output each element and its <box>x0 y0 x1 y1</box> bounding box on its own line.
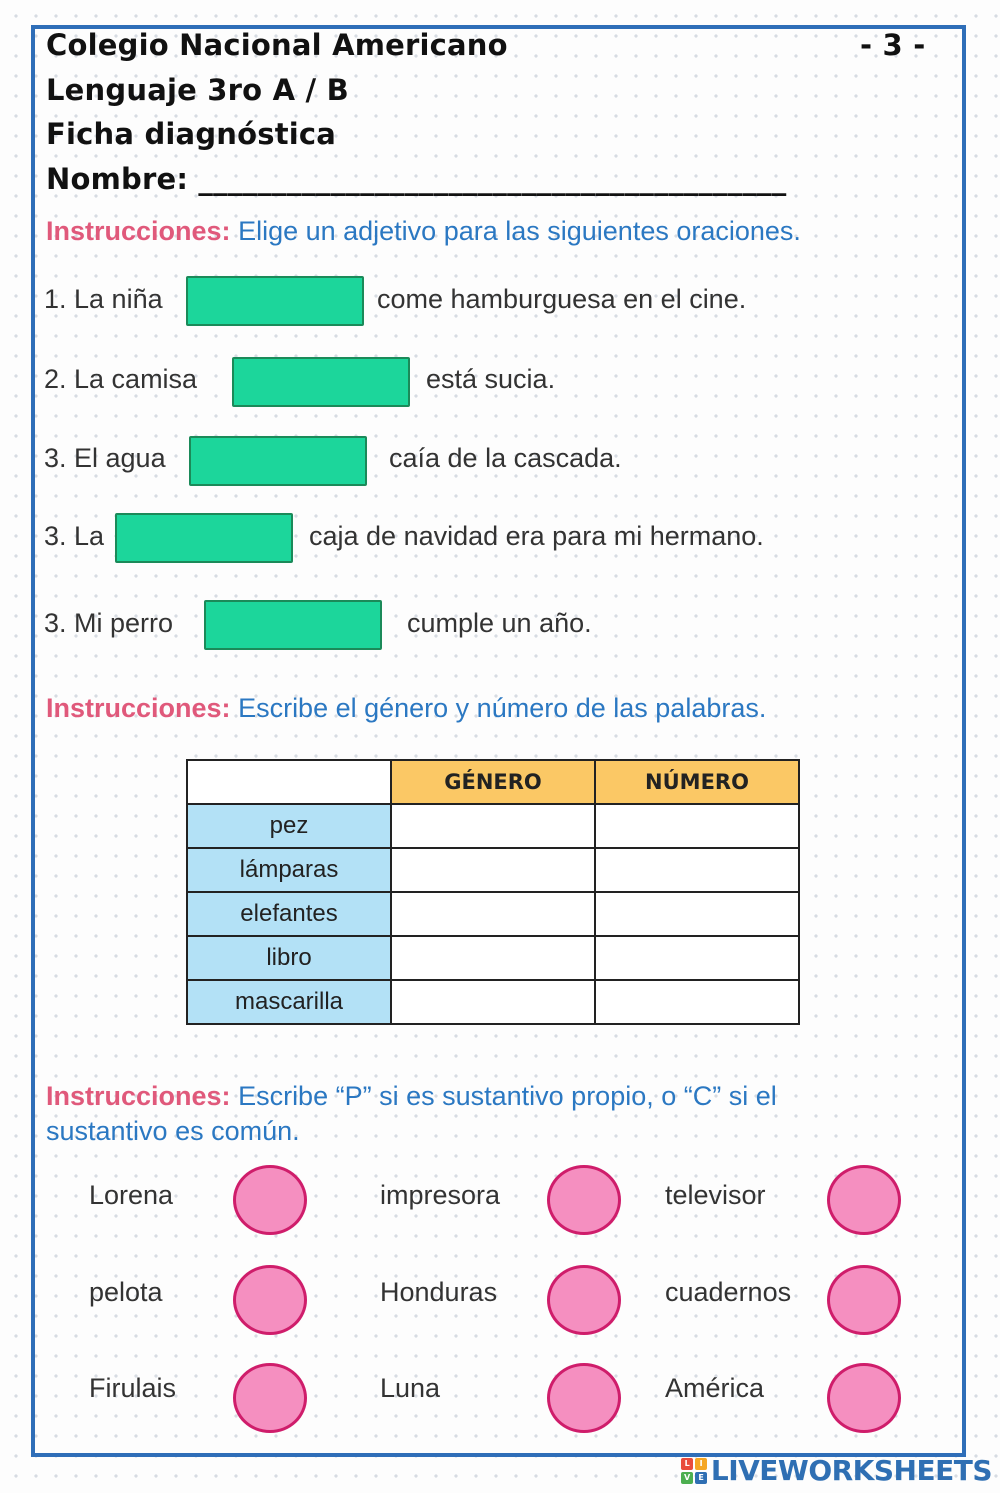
sentence-2-end: está sucia. <box>426 364 556 394</box>
answer-circle[interactable] <box>233 1165 307 1235</box>
noun-word: pelota <box>89 1277 163 1307</box>
answer-circle[interactable] <box>547 1165 621 1235</box>
instruction-3 <box>46 1079 777 1149</box>
adjective-blank-3[interactable] <box>189 436 367 486</box>
course-title: Lenguaje 3ro A / B <box>46 73 349 107</box>
word-cell: pez <box>187 804 391 848</box>
sentence-2-start: 2. La camisa <box>44 364 198 394</box>
instruction-text: Escribe el género y número de las palabras. <box>238 693 767 723</box>
sentence-3-end: caía de la cascada. <box>389 443 622 473</box>
genero-answer-cell[interactable] <box>391 980 595 1024</box>
table-row <box>187 892 799 936</box>
table-row <box>187 848 799 892</box>
noun-word: Honduras <box>380 1277 498 1307</box>
noun-word: impresora <box>380 1180 501 1210</box>
instruction-label: Instrucciones: <box>46 1081 231 1111</box>
genero-answer-cell[interactable] <box>391 804 595 848</box>
table-row <box>187 936 799 980</box>
table-row <box>187 980 799 1024</box>
answer-circle[interactable] <box>233 1363 307 1433</box>
page-number: - 3 - <box>860 28 926 62</box>
answer-circle[interactable] <box>233 1265 307 1335</box>
answer-circle[interactable] <box>547 1265 621 1335</box>
sentence-5-start: 3. Mi perro <box>44 608 174 638</box>
noun-word: Firulais <box>89 1373 177 1403</box>
noun-word: cuadernos <box>665 1277 792 1307</box>
sentence-1-start: 1. La niña <box>44 284 163 314</box>
answer-circle[interactable] <box>827 1165 901 1235</box>
numero-answer-cell[interactable] <box>595 980 799 1024</box>
sentence-5-end: cumple un año. <box>407 608 592 638</box>
word-cell: libro <box>187 936 391 980</box>
answer-circle[interactable] <box>827 1363 901 1433</box>
genero-answer-cell[interactable] <box>391 848 595 892</box>
sentence-1-end: come hamburguesa en el cine. <box>377 284 747 314</box>
instruction-text: Escribe “P” si es sustantivo propio, o “C” si el <box>238 1081 777 1111</box>
answer-circle[interactable] <box>547 1363 621 1433</box>
numero-answer-cell[interactable] <box>595 936 799 980</box>
adjective-blank-4[interactable] <box>115 513 293 563</box>
word-cell: elefantes <box>187 892 391 936</box>
name-field[interactable]: Nombre: ________________________________________ <box>46 162 787 196</box>
table-corner <box>187 760 391 804</box>
genero-answer-cell[interactable] <box>391 936 595 980</box>
column-header-numero: NÚMERO <box>595 760 799 804</box>
instruction-label: Instrucciones: <box>46 693 231 723</box>
worksheet-title: Ficha diagnóstica <box>46 117 337 151</box>
word-cell: lámparas <box>187 848 391 892</box>
numero-answer-cell[interactable] <box>595 892 799 936</box>
instruction-1 <box>46 214 801 249</box>
adjective-blank-1[interactable] <box>186 276 364 326</box>
column-header-genero: GÉNERO <box>391 760 595 804</box>
school-name: Colegio Nacional Americano <box>46 28 508 62</box>
adjective-blank-5[interactable] <box>204 600 382 650</box>
table-row <box>187 804 799 848</box>
instruction-2 <box>46 691 766 726</box>
noun-word: América <box>665 1373 765 1403</box>
numero-answer-cell[interactable] <box>595 848 799 892</box>
table-header-row <box>187 760 799 804</box>
answer-circle[interactable] <box>827 1265 901 1335</box>
noun-word: Luna <box>380 1373 441 1403</box>
instruction-text: Elige un adjetivo para las siguientes oraciones. <box>238 216 801 246</box>
numero-answer-cell[interactable] <box>595 804 799 848</box>
liveworksheets-logo-icon: L I V E <box>681 1458 707 1484</box>
liveworksheets-watermark <box>681 1454 992 1487</box>
sentence-3-start: 3. El agua <box>44 443 166 473</box>
noun-word: Lorena <box>89 1180 174 1210</box>
instruction-label: Instrucciones: <box>46 216 231 246</box>
sentence-4-start: 3. La <box>44 521 105 551</box>
genero-answer-cell[interactable] <box>391 892 595 936</box>
watermark-text: LIVEWORKSHEETS <box>710 1454 992 1487</box>
adjective-blank-2[interactable] <box>232 357 410 407</box>
gender-number-table <box>186 759 800 1025</box>
instruction-text-continued: sustantivo es común. <box>46 1116 300 1146</box>
word-cell: mascarilla <box>187 980 391 1024</box>
noun-word: televisor <box>665 1180 766 1210</box>
sentence-4-end: caja de navidad era para mi hermano. <box>309 521 764 551</box>
